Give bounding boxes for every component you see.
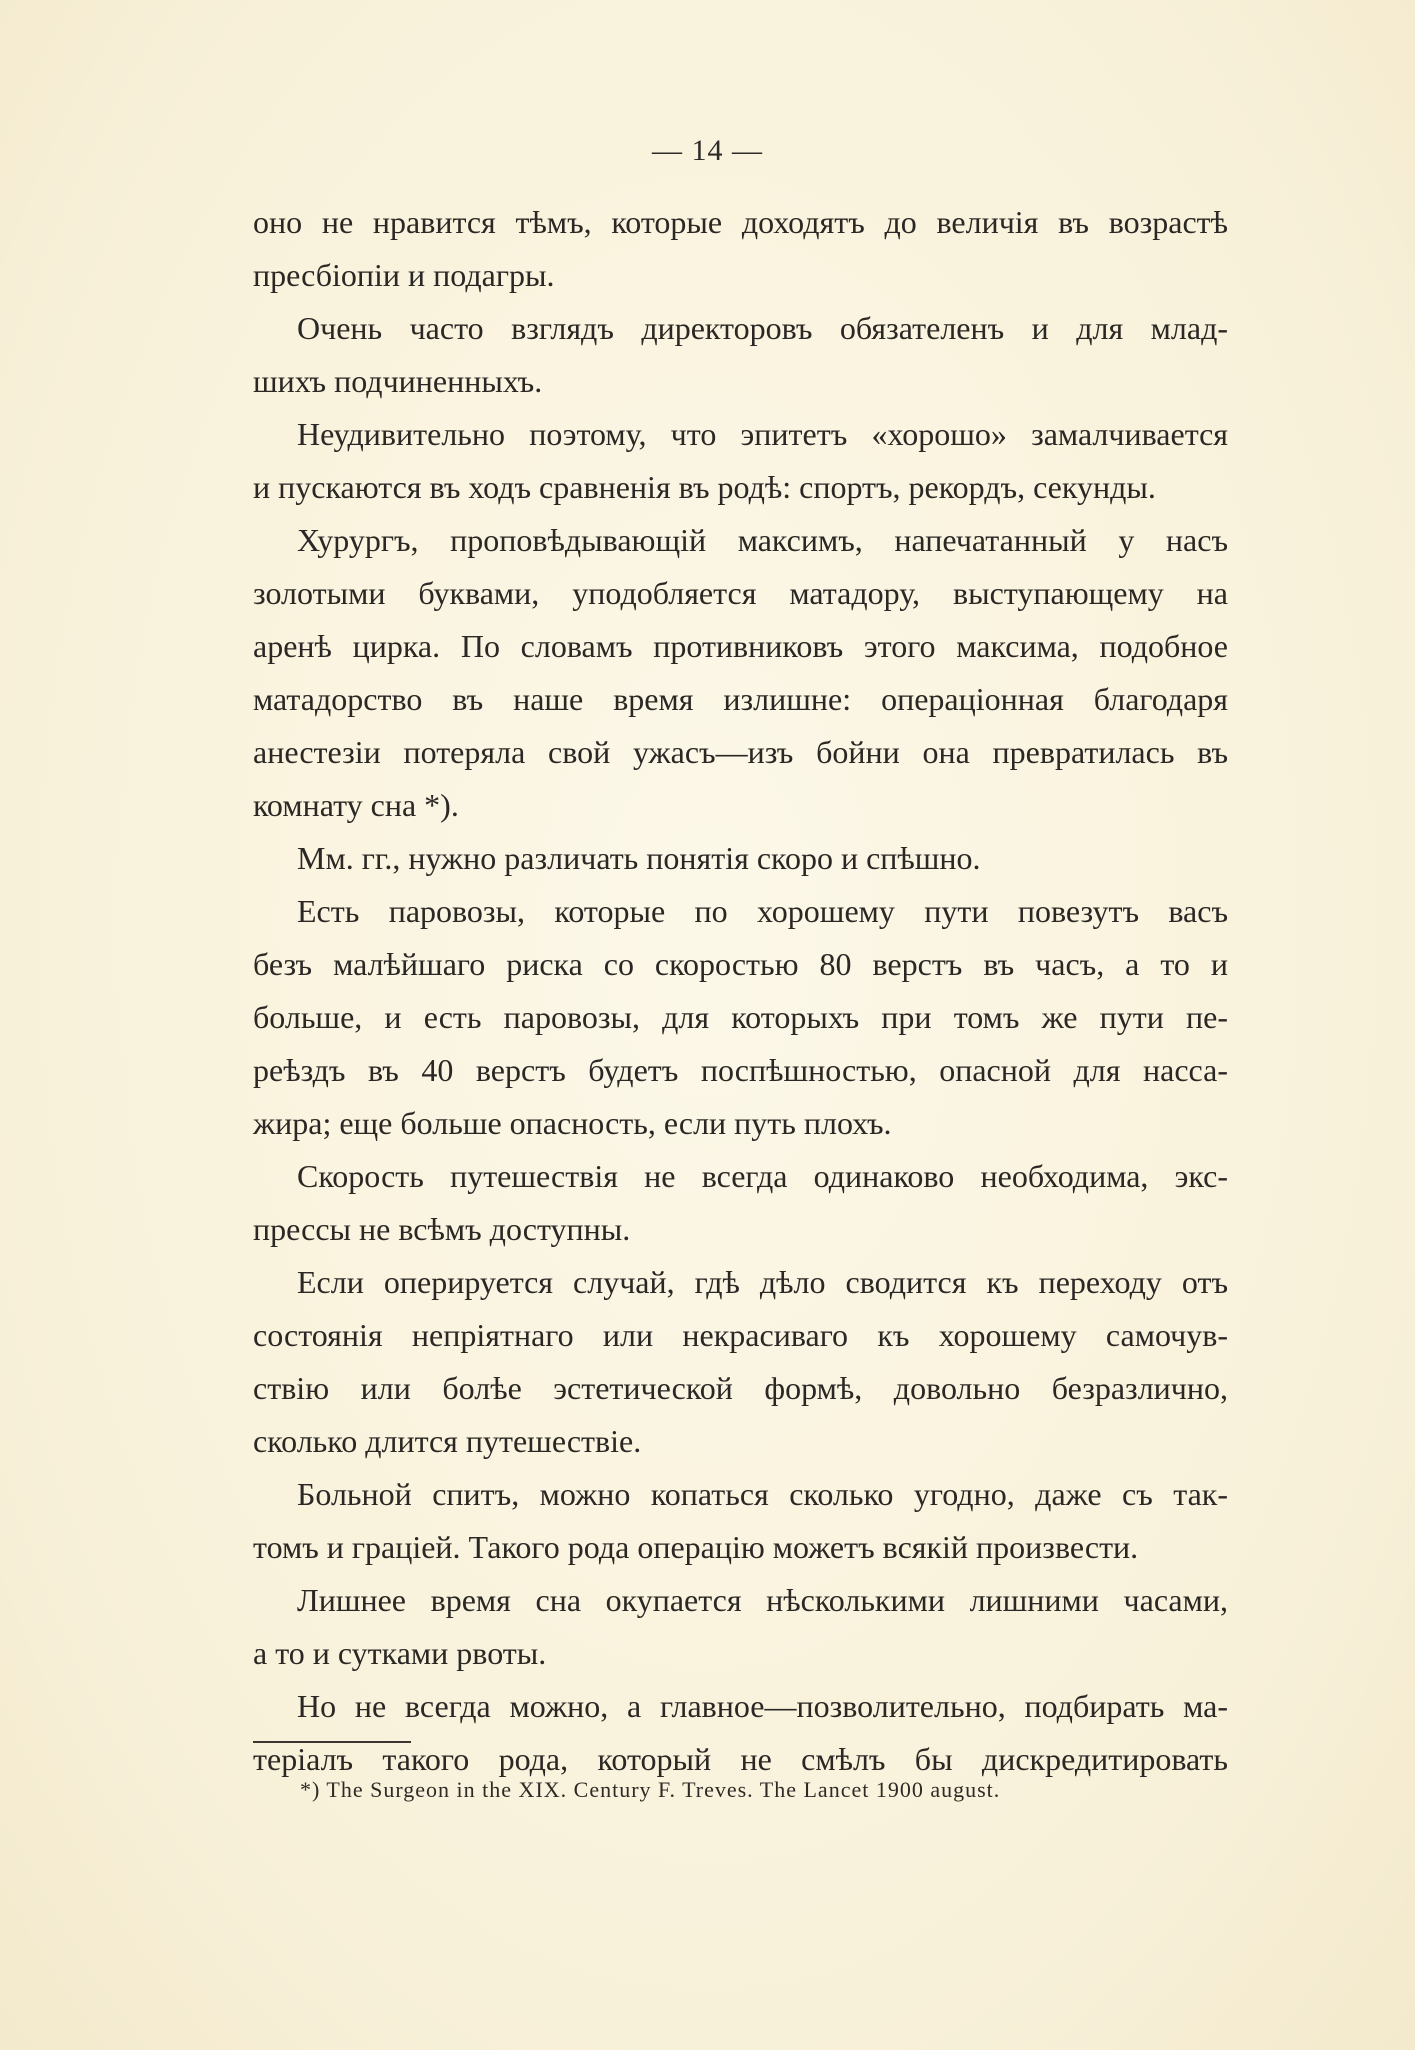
text-line: Есть паровозы, которые по хорошему пути повезутъ васъ [297,893,1228,929]
text-line: шихъ подчиненныхъ. [253,363,543,399]
text-line: анестезіи потеряла свой ужасъ—изъ бойни она превратилась въ [253,734,1228,770]
text-line: томъ и граціей. Такого рода операцію можетъ всякій произвести. [253,1529,1139,1565]
text-line: Хурургъ, проповѣдывающій максимъ, напечатанный у насъ [297,522,1228,558]
text-line: оно не нравится тѣмъ, которые доходятъ до величія въ возрастѣ [253,204,1228,240]
text-line: Больной спитъ, можно копаться сколько угодно, даже съ так- [297,1476,1228,1512]
text-line: состоянія непріятнаго или некрасиваго къ хорошему самочув- [253,1317,1228,1353]
text-line: ствію или болѣе эстетической формѣ, довольно безразлично, [253,1370,1228,1406]
text-line: Неудивительно поэтому, что эпитетъ «хорошо» замалчивается [297,416,1228,452]
text-line: а то и сутками рвоты. [253,1635,547,1671]
text-line: матадорство въ наше время излишне: операціонная благодаря [253,681,1228,717]
text-line: реѣздъ въ 40 верстъ будетъ поспѣшностью, опасной для насса- [253,1052,1228,1088]
text-line: Мм. гг., нужно различать понятія скоро и спѣшно. [297,840,981,876]
text-line: Но не всегда можно, а главное—позволительно, подбирать ма- [297,1688,1228,1724]
text-line: аренѣ цирка. По словамъ противниковъ этого максима, подобное [253,628,1228,664]
text-line: комнату сна *). [253,787,459,823]
footnote: *) The Surgeon in the XIX. Century F. Treves. The Lancet 1900 august. [300,1777,1001,1802]
text-line: сколько длится путешествіе. [253,1423,642,1459]
text-line: Если оперируется случай, гдѣ дѣло сводится къ переходу отъ [297,1264,1228,1300]
page-number: — 14 — [652,134,763,167]
text-line: жира; еще больше опасность, если путь плохъ. [253,1105,892,1141]
text-line: Лишнее время сна окупается нѣсколькими лишними часами, [297,1582,1228,1618]
text-line: Очень часто взглядъ директоровъ обязателенъ и для млад- [297,310,1228,346]
text-line: больше, и есть паровозы, для которыхъ при томъ же пути пе- [253,999,1228,1035]
text-line: теріалъ такого рода, который не смѣлъ бы дискредитировать [253,1741,1228,1777]
text-line: прессы не всѣмъ доступны. [253,1211,631,1247]
text-line: безъ малѣйшаго риска со скоростью 80 верстъ въ часъ, а то и [253,946,1228,982]
text-line: пресбіопіи и подагры. [253,257,555,293]
text-line: и пускаются въ ходъ сравненія въ родѣ: спортъ, рекордъ, секунды. [253,469,1156,505]
footnote-rule [253,1741,411,1743]
text-line: Скорость путешествія не всегда одинаково необходима, экс- [297,1158,1228,1194]
text-line: золотыми буквами, уподобляется матадору, выступающему на [253,575,1228,611]
body-text [253,196,1228,1786]
